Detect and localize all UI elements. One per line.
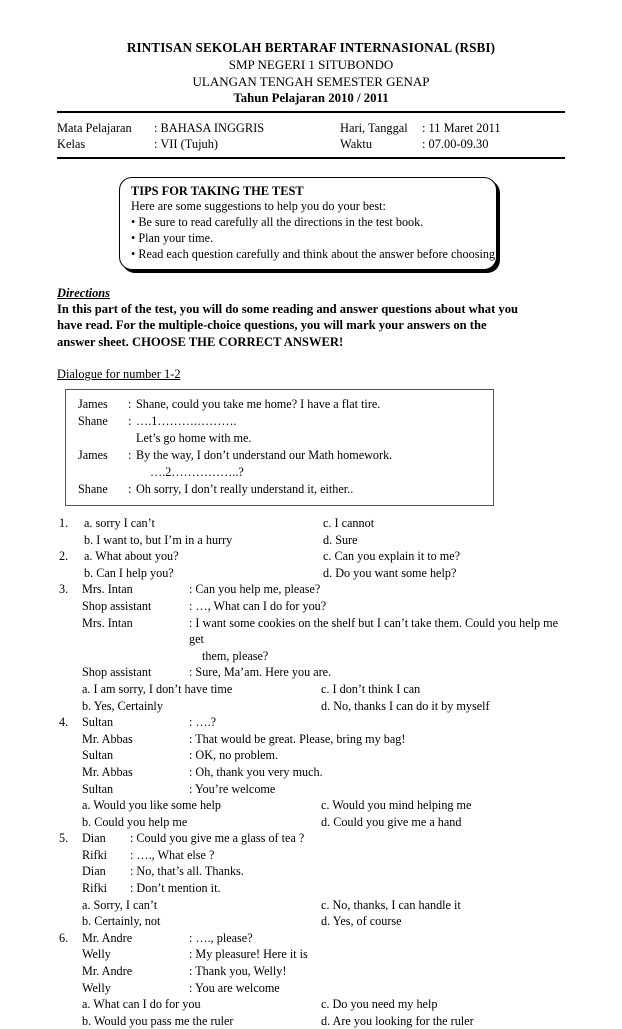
document-header [57, 40, 565, 107]
dialogue-text: Oh sorry, I don’t really understand it, either.. [136, 481, 354, 496]
speaker-text: : You are welcome [189, 980, 280, 995]
speaker-line [82, 963, 565, 980]
option-a[interactable]: a. Sorry, I can’t [82, 897, 158, 912]
dialogue-line [78, 481, 485, 498]
date-value: : 11 Maret 2011 [422, 120, 501, 135]
meta-time [340, 136, 565, 153]
speaker-name: Sultan [82, 715, 114, 730]
question-body [82, 714, 565, 830]
meta-row-subject [57, 120, 565, 137]
speaker-text: : …., What else ? [130, 847, 215, 862]
speaker-line [82, 598, 565, 615]
speaker-line [82, 764, 565, 781]
time-value: : 07.00-09.30 [422, 137, 489, 152]
option-b[interactable]: b. I want to, but I’m in a hurry [84, 532, 233, 547]
time-label: Waktu [340, 137, 373, 152]
speaker-text: : My pleasure! Here it is [189, 947, 308, 962]
document-sheet [57, 40, 565, 1029]
meta-date [340, 120, 565, 137]
speaker-line [82, 781, 565, 798]
option-row [82, 1013, 565, 1029]
option-d[interactable]: d. Could you give me a hand [321, 814, 462, 829]
option-grid [82, 897, 565, 930]
speaker-text: : Sure, Ma’am. Here you are. [189, 665, 332, 680]
dialogue-continuation: Let’s go home with me. [136, 430, 252, 445]
question-item [57, 515, 565, 548]
dialogue-speaker: Shane [78, 481, 108, 496]
speaker-name: Mr. Andre [82, 964, 133, 979]
option-c[interactable]: c. Can you explain it to me? [323, 549, 461, 564]
meta-row-class [57, 136, 565, 153]
dialogue-line [78, 413, 485, 430]
speaker-name: Dian [82, 831, 106, 846]
option-row [82, 698, 565, 715]
option-grid [82, 681, 565, 714]
speaker-line [82, 980, 565, 997]
dialogue-speaker: Shane [78, 413, 108, 428]
dialogue-text: By the way, I don’t understand our Math homework. [136, 447, 393, 462]
tips-box-wrapper [119, 177, 497, 270]
speaker-line [82, 664, 565, 681]
question-item [57, 548, 565, 581]
option-a[interactable]: a. I am sorry, I don’t have time [82, 681, 233, 696]
speaker-line [82, 946, 565, 963]
option-c[interactable]: c. I cannot [323, 516, 375, 530]
question-body [82, 548, 565, 581]
option-a[interactable]: a. What about you? [84, 549, 179, 564]
dialogue-separator: : [128, 481, 132, 496]
speaker-text: : Don’t mention it. [130, 881, 221, 896]
dialogue-separator: : [128, 447, 132, 462]
option-c[interactable]: c. No, thanks, I can handle it [321, 897, 461, 912]
dialogue-text: Shane, could you take me home? I have a flat tire. [136, 396, 381, 411]
speaker-text: : ….? [189, 715, 217, 730]
header-exam-name: ULANGAN TENGAH SEMESTER GENAP [192, 73, 430, 89]
option-d[interactable]: d. Sure [323, 532, 358, 547]
dialogue-continuation: ….2……………..? [150, 464, 244, 479]
subject-label: Mata Pelajaran [57, 120, 132, 135]
dialogue-line [78, 447, 485, 464]
speaker-name: Shop assistant [82, 598, 152, 613]
speaker-line [82, 747, 565, 764]
option-b[interactable]: b. Could you help me [82, 814, 188, 829]
question-number: 6. [59, 930, 69, 945]
option-a[interactable]: a. What can I do for you [82, 997, 201, 1012]
option-c[interactable]: c. Would you mind helping me [321, 798, 472, 813]
speaker-text: : Thank you, Welly! [189, 964, 287, 979]
option-d[interactable]: d. Do you want some help? [323, 565, 457, 580]
tips-item: • Be sure to read carefully all the directions in the test book. [131, 214, 424, 229]
tips-item: • Read each question carefully and think about the answer before choosing [131, 246, 496, 261]
speaker-name: Mr. Andre [82, 930, 133, 945]
option-row [82, 996, 565, 1013]
speaker-name: Rifki [82, 881, 108, 896]
speaker-text: : Oh, thank you very much. [189, 764, 323, 779]
dialogue-separator: : [128, 413, 132, 428]
speaker-text: : OK, no problem. [189, 748, 279, 763]
speaker-name: Welly [82, 980, 111, 995]
question-list [57, 515, 565, 1029]
question-body [82, 515, 565, 548]
speaker-line [82, 731, 565, 748]
option-c[interactable]: c. I don’t think I can [321, 681, 421, 696]
option-row [82, 797, 565, 814]
speaker-text-continuation: them, please? [202, 648, 269, 663]
option-row [82, 814, 565, 831]
speaker-line [82, 615, 565, 648]
class-label: Kelas [57, 137, 86, 152]
option-b[interactable]: b. Yes, Certainly [82, 698, 163, 713]
speaker-text: : …., please? [189, 930, 253, 945]
option-d[interactable]: d. Are you looking for the ruler [321, 1013, 474, 1028]
speaker-line [82, 930, 565, 947]
speaker-name: Rifki [82, 847, 108, 862]
date-label: Hari, Tanggal [340, 120, 408, 135]
speaker-name: Mr. Abbas [82, 731, 133, 746]
header-divider-top [57, 111, 565, 113]
option-row [82, 897, 565, 914]
directions-heading: Directions [57, 285, 111, 300]
question-body [82, 930, 565, 1029]
speaker-text: : That would be great. Please, bring my bag! [189, 731, 406, 746]
question-number: 5. [59, 831, 69, 846]
option-row [82, 681, 565, 698]
question-item [57, 581, 565, 714]
option-a[interactable]: a. sorry I can’t [84, 516, 155, 530]
dialogue-separator: : [128, 396, 132, 411]
option-grid [82, 996, 565, 1029]
question-body [82, 581, 565, 714]
dialogue-label: Dialogue for number 1-2 [57, 366, 181, 381]
tips-title: TIPS FOR TAKING THE TEST [131, 183, 304, 198]
speaker-text: : …, What can I do for you? [189, 598, 327, 613]
speaker-name: Mr. Abbas [82, 764, 133, 779]
option-row [82, 913, 565, 930]
question-item [57, 830, 565, 930]
dialogue-text: ….1……….………. [136, 413, 237, 428]
tips-box [119, 177, 497, 270]
question-item [57, 930, 565, 1029]
header-academic-year: Tahun Pelajaran 2010 / 2011 [233, 91, 389, 106]
speaker-name: Welly [82, 947, 111, 962]
dialogue-speaker: James [78, 396, 108, 411]
meta-subject [57, 120, 340, 137]
class-value: : VII (Tujuh) [154, 137, 219, 152]
speaker-line [82, 581, 565, 598]
speaker-name: Sultan [82, 781, 114, 796]
speaker-name: Sultan [82, 748, 114, 763]
meta-class [57, 136, 340, 153]
option-d[interactable]: d. Yes, of course [321, 914, 402, 929]
question-number: 1. [59, 516, 69, 530]
question-item [57, 714, 565, 830]
dialogue-box [65, 389, 494, 506]
header-title: RINTISAN SEKOLAH BERTARAF INTERNASIONAL (RSBI) [126, 40, 496, 55]
option-b[interactable]: b. Certainly, not [82, 914, 161, 929]
option-row [82, 532, 565, 549]
speaker-text: : Could you give me a glass of tea ? [130, 831, 305, 846]
header-divider-bottom [57, 157, 565, 159]
question-number: 3. [59, 582, 69, 597]
speaker-name: Mrs. Intan [82, 582, 133, 597]
option-row [82, 515, 565, 532]
dialogue-line [78, 396, 485, 413]
option-d[interactable]: d. No, thanks I can do it by myself [321, 698, 490, 713]
option-row [82, 565, 565, 582]
speaker-line [82, 714, 565, 731]
question-body [82, 830, 565, 930]
subject-value: : BAHASA INGGRIS [154, 120, 265, 135]
directions-body: In this part of the test, you will do some reading and answer questions about what you have read. For the multiple-choice questions, you will mark your answers on the answer sheet. CHOOSE THE CORRECT ANSWER! [57, 301, 519, 349]
exam-meta [57, 120, 565, 153]
speaker-name: Mrs. Intan [82, 615, 133, 630]
option-grid [82, 548, 565, 581]
speaker-text: : I want some cookies on the shelf but I can’t take them. Could you help me get [189, 615, 559, 647]
header-school: SMP NEGERI 1 SITUBONDO [228, 56, 394, 72]
speaker-line [82, 830, 565, 847]
option-grid [82, 797, 565, 830]
tips-intro: Here are some suggestions to help you do your best: [131, 198, 386, 213]
dialogue-speaker: James [78, 447, 108, 462]
option-c[interactable]: c. Do you need my help [321, 997, 438, 1012]
option-b[interactable]: b. Would you pass me the ruler [82, 1013, 234, 1028]
option-b[interactable]: b. Can I help you? [84, 565, 174, 580]
speaker-text: : You’re welcome [189, 781, 276, 796]
tips-item: • Plan your time. [131, 230, 214, 245]
speaker-text: : Can you help me, please? [189, 582, 321, 597]
speaker-line [82, 847, 565, 864]
option-row [82, 548, 565, 565]
question-number: 2. [59, 549, 69, 564]
speaker-line [82, 880, 565, 897]
option-a[interactable]: a. Would you like some help [82, 798, 221, 813]
speaker-name: Dian [82, 864, 106, 879]
speaker-text: : No, that’s all. Thanks. [130, 864, 244, 879]
option-grid [82, 515, 565, 548]
speaker-line [82, 863, 565, 880]
question-number: 4. [59, 715, 69, 730]
speaker-name: Shop assistant [82, 665, 152, 680]
